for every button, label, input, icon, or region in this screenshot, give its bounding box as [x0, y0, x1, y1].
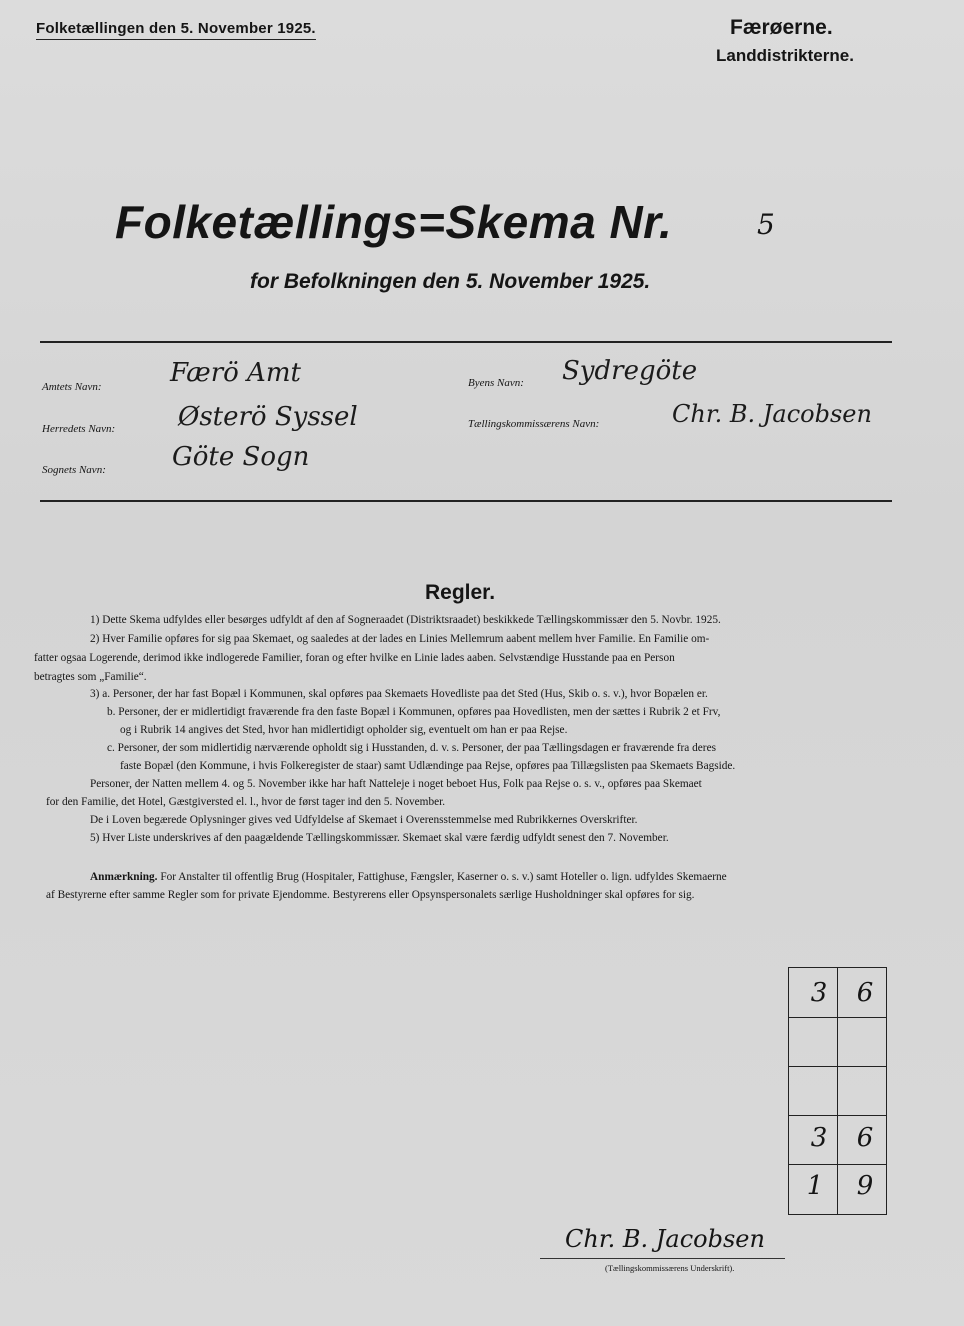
rule-line: Personer, der Natten mellem 4. og 5. November ikke har haft Natteleje i noget beboet Hus, Folk paa Rejse o. s. v., opføres paa Skemaet	[90, 778, 702, 790]
rule-line: c. Personer, der som midlertidig nærværende opholdt sig i Husstanden, d. v. s. Personer, der paa Tællingsdagen er fraværende fra deres	[107, 742, 716, 754]
tally-row-line	[789, 1066, 886, 1067]
form-title: Folketællings=Skema Nr.	[115, 196, 673, 248]
header-census-date: Folketællingen den 5. November 1925.	[36, 20, 316, 40]
rule-line: 1) Dette Skema udfyldes eller besørges udfyldt af den af Sogneraadet (Distriktsraadet) beskikkede Tællingskommissær den 5. Novbr. 1925.	[90, 614, 721, 626]
form-number: 5	[757, 208, 775, 241]
tally-row-line	[789, 1115, 886, 1116]
kommissaer-label: Tællingskommissærens Navn:	[468, 418, 600, 430]
rule-line: 2) Hver Familie opføres for sig paa Skemaet, og saaledes at der lades en Linies Mellemrum aabent mellem hver Familie. En Familie om-	[90, 633, 710, 645]
rule-line: 5) Hver Liste underskrives af den paagældende Tællingskommissær. Skemaet skal være færdig udfyldt senest den 7. November.	[90, 832, 669, 844]
tally-box	[788, 967, 887, 1215]
tally-cell: 3	[810, 978, 828, 1008]
rule-line: og i Rubrik 14 angives det Sted, hvor han midlertidigt opholder sig, eventuelt om han er paa Rejse.	[120, 724, 568, 736]
note-text-1: For Anstalter til offentlig Brug (Hospitaler, Fattighuse, Fængsler, Kaserner o. s. v.) samt Hoteller o. lign. udfyldes Skemaerne	[160, 871, 727, 883]
amt-value: Færö Amt	[170, 358, 301, 388]
rules-heading: Regler.	[425, 581, 496, 604]
rule-line: betragtes som „Familie“.	[34, 671, 147, 683]
tally-cell: 6	[856, 1123, 874, 1153]
note-text-2: af Bestyrerne efter samme Regler som for private Ejendomme. Bestyrerens eller Opsynspersonalets særlige Husholdninger skal opføres for sig.	[46, 889, 695, 901]
divider-bottom	[40, 500, 892, 502]
rule-line: De i Loven begærede Oplysninger gives ved Udfyldelse af Skemaet i Overensstemmelse med Rubrikkernes Overskrifter.	[90, 814, 638, 826]
amt-label: Amtets Navn:	[42, 381, 102, 393]
note-label: Anmærkning.	[90, 871, 158, 883]
tally-cell: 6	[856, 978, 874, 1008]
signature-caption: (Tællingskommissærens Underskrift).	[605, 1263, 735, 1273]
tally-row-line	[789, 1017, 886, 1018]
signature-line	[540, 1258, 785, 1259]
herred-value: Østerö Syssel	[178, 402, 358, 432]
kommissaer-value: Chr. B. Jacobsen	[672, 400, 872, 428]
divider-top	[40, 341, 892, 343]
by-value: Sydregöte	[562, 356, 698, 386]
by-label: Byens Navn:	[468, 377, 524, 389]
signature: Chr. B. Jacobsen	[565, 1225, 765, 1253]
form-subtitle: for Befolkningen den 5. November 1925.	[250, 270, 651, 293]
note-line	[90, 871, 727, 883]
sogn-value: Göte Sogn	[172, 442, 310, 472]
herred-label: Herredets Navn:	[42, 423, 116, 435]
header-region: Færøerne.	[730, 16, 833, 39]
sogn-label: Sognets Navn:	[42, 464, 106, 476]
tally-cell: 9	[856, 1171, 874, 1201]
tally-cell: 3	[810, 1123, 828, 1153]
header-district-type: Landdistrikterne.	[716, 46, 854, 65]
rule-line: fatter ogsaa Logerende, derimod ikke indlogerede Familier, foran og efter hvilke en Linie lades aaben. Selvstændige Husstande paa en Person	[34, 652, 675, 664]
rule-line: faste Bopæl (den Kommune, i hvis Folkeregister de staar) samt Udlændinge paa Rejse, opføres paa Tillægslisten paa Skemaets Bagside.	[120, 760, 736, 772]
tally-row-line	[789, 1164, 886, 1165]
rule-line: for den Familie, det Hotel, Gæstgiversted el. l., hvor de først tager ind den 5. November.	[46, 796, 446, 808]
rule-line: b. Personer, der er midlertidigt fraværende fra den faste Bopæl i Kommunen, opføres paa Hovedlisten, men der sættes i Rubrik 2 et Frv,	[107, 706, 721, 718]
tally-cell: 1	[806, 1171, 824, 1201]
rule-line: 3) a. Personer, der har fast Bopæl i Kommunen, skal opføres paa Skemaets Hovedliste paa det Sted (Hus, Skib o. s. v.), hvor Bopælen er.	[90, 688, 708, 700]
